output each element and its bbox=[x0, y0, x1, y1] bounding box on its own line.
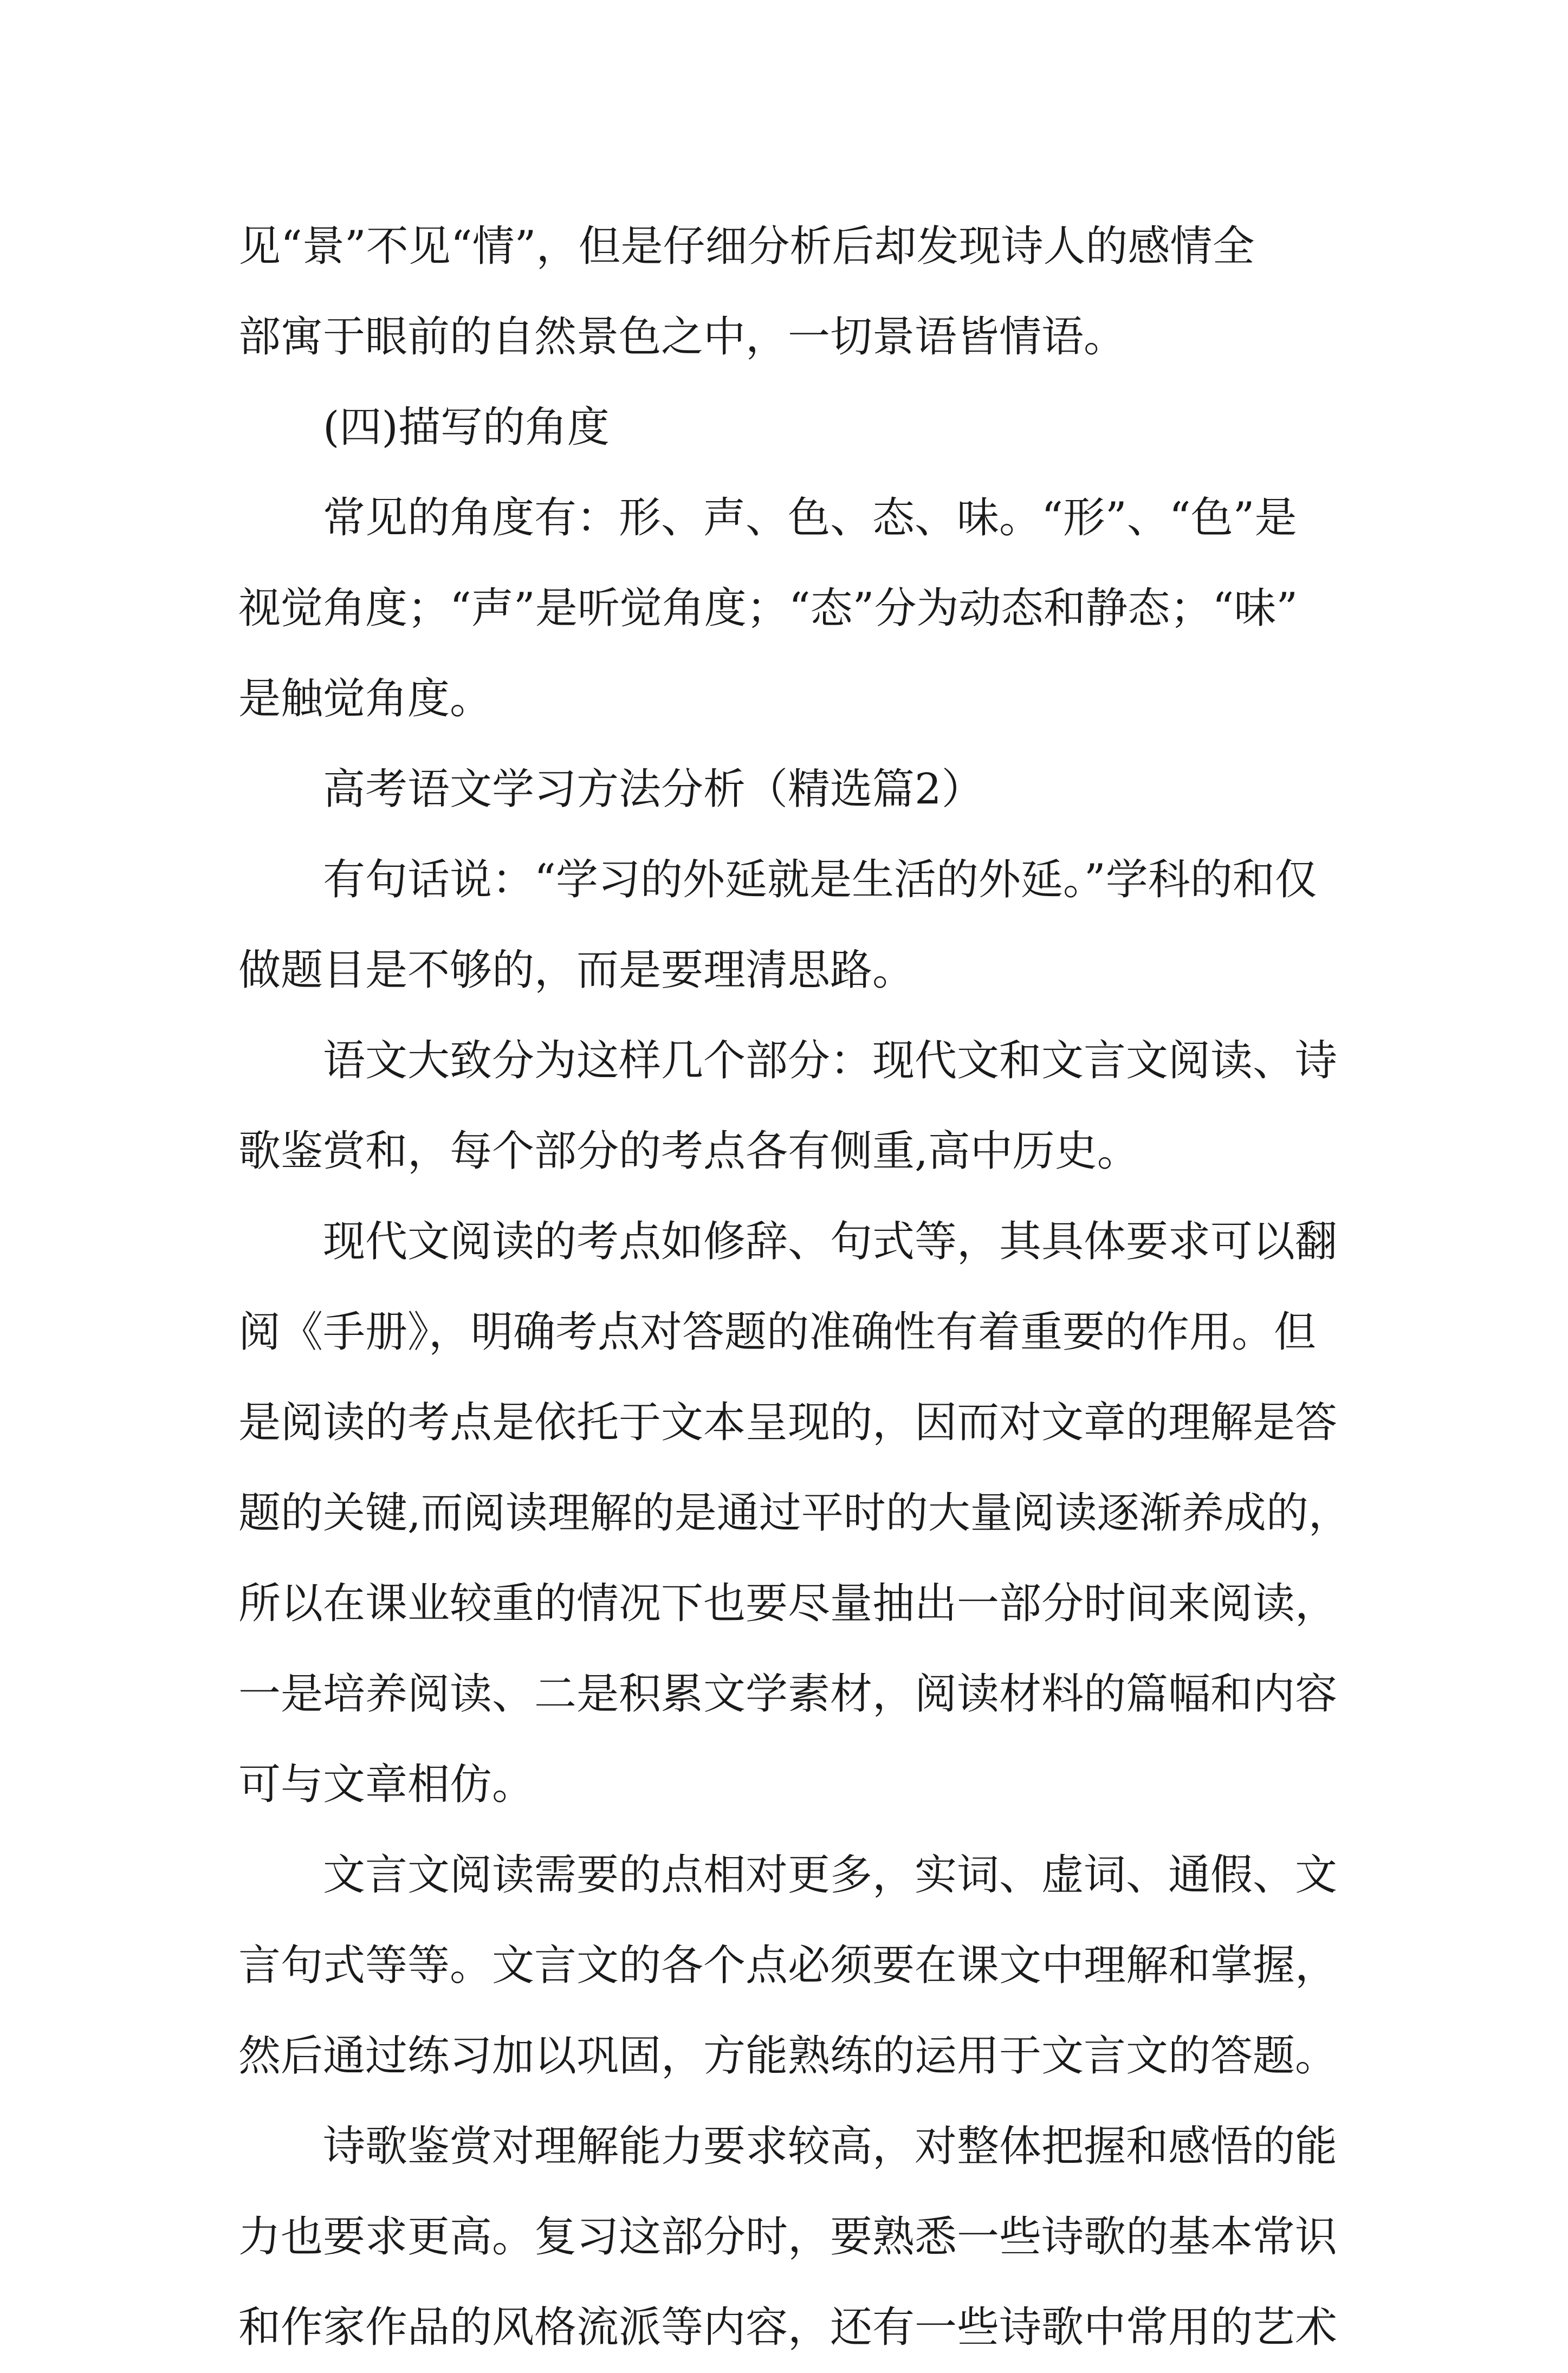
paragraph-classical-reading: 文言文阅读需要的点相对更多，实词、虚词、通假、文 言句式等等。文言文的各个点必须要在课文中理解和掌握， 然后通过练习加以巩固，方能熟练的运用于文言文的答题。 bbox=[238, 1851, 1338, 2080]
paragraph-chinese-parts: 语文大致分为这样几个部分：现代文和文言文阅读、诗 歌鉴赏和，每个部分的考点各有侧重,高中历史。 bbox=[238, 1036, 1338, 1176]
paragraph-common-angles: 常见的角度有：形、声、色、态、味。“形”、“色”是 视觉角度；“声”是听觉角度；“态”分为动态和静态；“味” 是触觉角度。 bbox=[238, 494, 1298, 723]
heading-description-angle: (四)描写的角度 bbox=[238, 403, 610, 452]
paragraph-learning-quote: 有句话说：“学习的外延就是生活的外延。”学科的和仅 做题目是不够的，而是要理清思路。 bbox=[238, 855, 1317, 995]
document-body bbox=[238, 202, 1355, 2373]
paragraph-scene-emotion: 见“景”不见“情”，但是仔细分析后却发现诗人的感情全 部寓于眼前的自然景色之中，一切景语皆情语。 bbox=[238, 222, 1255, 361]
paragraph-poetry-appreciation: 诗歌鉴赏对理解能力要求较高，对整体把握和感悟的能 力也要求更高。复习这部分时，要熟悉一些诗歌的基本常识 和作家作品的风格流派等内容，还有一些诗歌中常用的艺术 bbox=[238, 2122, 1338, 2352]
paragraph-modern-reading: 现代文阅读的考点如修辞、句式等，其具体要求可以翻 阅《手册》，明确考点对答题的准确性有着重要的作用。但 是阅读的考点是依托于文本呈现的，因而对文章的理解是答 题的关键,而阅读理解的是通过平时的大量阅读逐渐养成的， 所以在课业较重的情况下也要尽量抽出一部分时间来阅读， 一是培养阅读、二是积累文学素材，阅读材料的篇幅和内容 可与文章相仿。 bbox=[238, 1217, 1351, 1809]
section-title: 高考语文学习方法分析（精选篇2） bbox=[238, 765, 984, 814]
